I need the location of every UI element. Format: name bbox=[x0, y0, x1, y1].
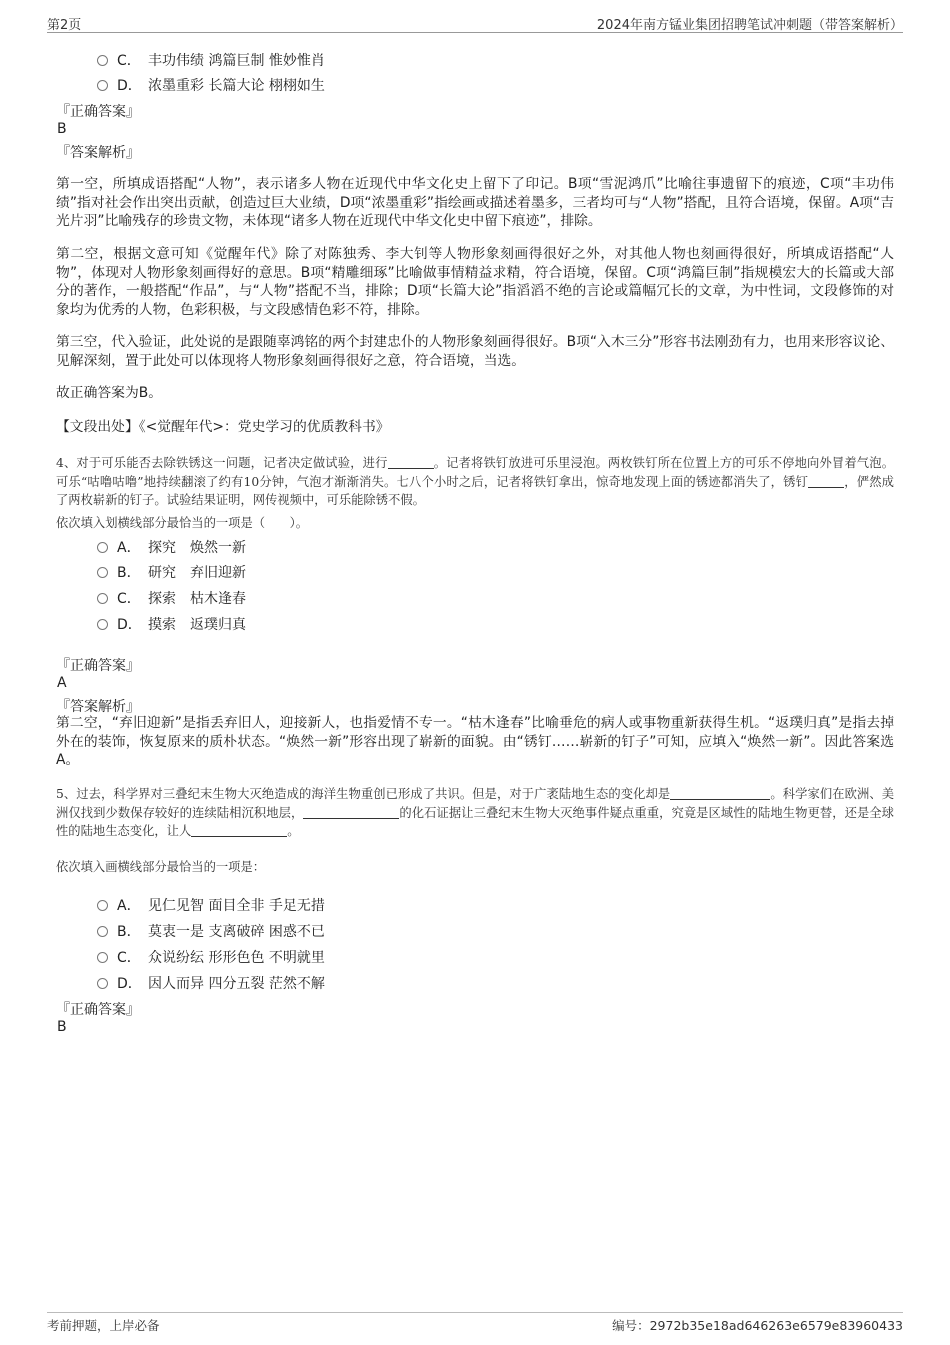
document-title: 2024年南方锰业集团招聘笔试冲刺题（带答案解析） bbox=[596, 18, 903, 33]
fill-blank bbox=[808, 475, 844, 488]
q5-answer-label: 『正确答案』 bbox=[56, 1002, 140, 1018]
q4-option-b[interactable]: B． 研究 弃旧迎新 bbox=[97, 562, 246, 582]
fill-blank bbox=[191, 824, 287, 837]
q3-option-d[interactable]: D． 浓墨重彩 长篇大论 栩栩如生 bbox=[97, 75, 325, 95]
q4-option-a[interactable]: A． 探究 焕然一新 bbox=[97, 537, 246, 557]
q3-analysis-para-2: 第二空，根据文意可知《觉醒年代》除了对陈独秀、李大钊等人物形象刻画得很好之外，对其他人物也刻画得很好，所填成语搭配“人物”，体现对人物形象刻画得好的意思。B项“精雕细琢”比喻做事情精益求精，符合语境，保留。C项“鸿篇巨制”指规模宏大的长篇或大部分的著作，一般搭配“作品”，与“人物”搭配不当，排除；D项“长篇大论”指滔滔不绝的言论或篇幅冗长的文章，为中性词，文段修饰的对象均为优秀的人物，色彩积极，与文段感情色彩不符，排除。 bbox=[56, 246, 894, 318]
footer-serial: 编号：2972b35e18ad646263e6579e83960433 bbox=[612, 1318, 903, 1333]
q4-option-c[interactable]: C． 探索 枯木逢春 bbox=[97, 588, 246, 608]
q5-answer: B bbox=[57, 1019, 67, 1035]
fill-blank bbox=[670, 787, 770, 800]
q4-option-d[interactable]: D． 摸索 返璞归真 bbox=[97, 614, 246, 634]
radio-icon[interactable] bbox=[97, 80, 108, 91]
q3-conclusion: 故正确答案为B。 bbox=[56, 385, 163, 401]
fill-blank bbox=[388, 456, 434, 469]
radio-icon[interactable] bbox=[97, 900, 108, 911]
radio-icon[interactable] bbox=[97, 593, 108, 604]
q5-instruction: 依次填入画横线部分最恰当的一项是： bbox=[56, 860, 266, 874]
page-number: 第2页 bbox=[47, 18, 82, 33]
page-footer bbox=[47, 1312, 903, 1335]
footer-motto: 考前押题，上岸必备 bbox=[47, 1318, 160, 1333]
radio-icon[interactable] bbox=[97, 55, 108, 66]
radio-icon[interactable] bbox=[97, 926, 108, 937]
radio-icon[interactable] bbox=[97, 952, 108, 963]
q4-instruction: 依次填入划横线部分最恰当的一项是（ ）。 bbox=[56, 516, 309, 530]
q3-option-c[interactable]: C． 丰功伟绩 鸿篇巨制 惟妙惟肖 bbox=[97, 50, 325, 70]
q3-source: 【文段出处】《<觉醒年代>：党史学习的优质教科书》 bbox=[56, 419, 390, 435]
fill-blank bbox=[303, 806, 399, 819]
q3-analysis-para-3: 第三空，代入验证，此处说的是跟随辜鸿铭的两个封建忠仆的人物形象刻画得很好。B项“入木三分”形容书法刚劲有力，也用来形容议论、见解深刻，置于此处可以体现将人物形象刻画得很好之意，符合语境，当选。 bbox=[56, 334, 894, 369]
q3-analysis-label: 『答案解析』 bbox=[56, 145, 140, 161]
radio-icon[interactable] bbox=[97, 567, 108, 578]
q3-answer-label: 『正确答案』 bbox=[56, 104, 140, 120]
radio-icon[interactable] bbox=[97, 619, 108, 630]
q4-stem: 4、对于可乐能否去除铁锈这一问题，记者决定做试验，进行 。记者将铁钉放进可乐里浸泡。两枚铁钉所在位置上方的可乐不停地向外冒着气泡。可乐“咕噜咕噜”地持续翻滚了约有10分钟，气泡才渐渐消失。七八个小时之后，记者将铁钉拿出，惊奇地发现上面的锈迹都消失了，锈钉 ，俨然成了两枚崭新的钉子。试验结果证明，网传视频中，可乐能除锈不假。 bbox=[56, 456, 894, 507]
radio-icon[interactable] bbox=[97, 978, 108, 989]
q5-option-c[interactable]: C． 众说纷纭 形形色色 不明就里 bbox=[97, 947, 325, 967]
q5-option-b[interactable]: B． 莫衷一是 支离破碎 困惑不已 bbox=[97, 921, 325, 941]
q4-answer-label: 『正确答案』 bbox=[56, 658, 140, 674]
q3-answer: B bbox=[57, 121, 67, 137]
q4-answer: A bbox=[57, 675, 67, 691]
radio-icon[interactable] bbox=[97, 542, 108, 553]
q5-option-d[interactable]: D． 因人而异 四分五裂 茫然不解 bbox=[97, 973, 325, 993]
page-header bbox=[47, 12, 903, 33]
q3-analysis-para-1: 第一空，所填成语搭配“人物”，表示诸多人物在近现代中华文化史上留下了印记。B项“雪泥鸿爪”比喻往事遗留下的痕迹，C项“丰功伟绩”指对社会作出突出贡献，创造过巨大业绩，D项“浓墨重彩”指绘画或描述着墨多，三者均可与“人物”搭配，且符合语境，保留。A项“吉光片羽”比喻残存的珍贵文物，未体现“诸多人物在近现代中华文化史中留下痕迹”，排除。 bbox=[56, 176, 894, 229]
q4-analysis: 第二空，“弃旧迎新”是指丢弃旧人，迎接新人，也指爱情不专一。“枯木逢春”比喻垂危的病人或事物重新获得生机。“返璞归真”是指去掉外在的装饰，恢复原来的质朴状态。“焕然一新”形容出现了崭新的面貌。由“锈钉……崭新的钉子”可知，应填入“焕然一新”。因此答案选A。 bbox=[56, 715, 894, 768]
q5-stem: 5、过去，科学界对三叠纪末生物大灭绝造成的海洋生物重创已形成了共识。但是，对于广袤陆地生态的变化却是 。科学家们在欧洲、美洲仅找到少数保存较好的连续陆相沉积地层， 的化石证据让三叠纪末生物大灭绝事件疑点重重，究竟是区域性的陆地生物更替，还是全球性的陆地生态变化，让人 。 bbox=[56, 787, 894, 838]
q5-option-a[interactable]: A． 见仁见智 面目全非 手足无措 bbox=[97, 895, 325, 915]
q4-analysis-label: 『答案解析』 bbox=[56, 699, 140, 715]
